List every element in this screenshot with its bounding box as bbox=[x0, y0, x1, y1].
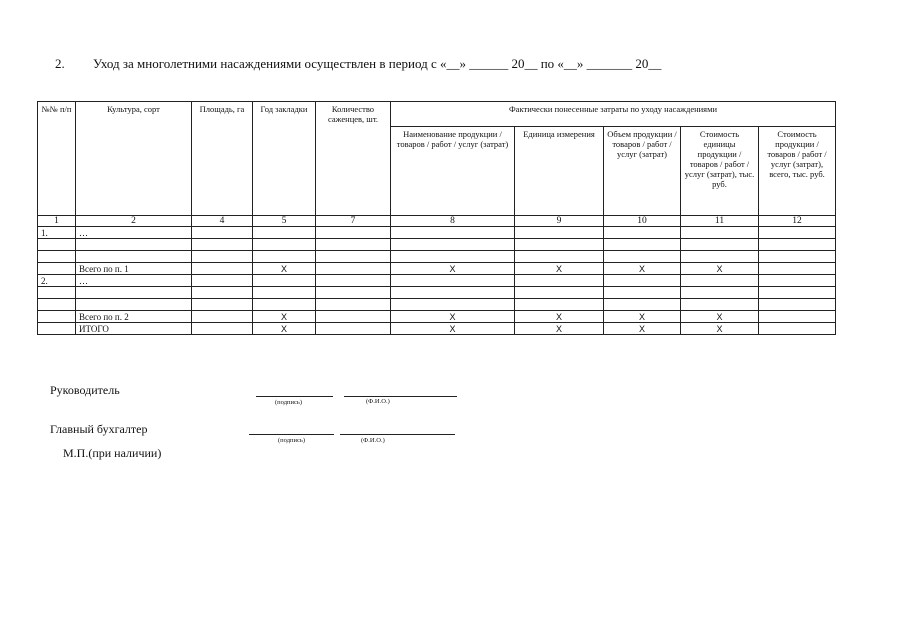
section-number: 2. bbox=[55, 56, 65, 71]
column-number: 10 bbox=[604, 216, 681, 227]
accountant-signature-line bbox=[249, 434, 334, 435]
column-number: 9 bbox=[515, 216, 604, 227]
total-row bbox=[38, 323, 836, 335]
column-numbers-row bbox=[38, 216, 836, 227]
accountant-label: Главный бухгалтер bbox=[50, 422, 148, 436]
cell bbox=[316, 263, 391, 275]
header-product-name: Наименование продукции / товаров / работ / услуг (затрат) bbox=[391, 127, 515, 216]
x-mark: Х bbox=[681, 323, 759, 335]
cell bbox=[316, 299, 391, 311]
x-mark: Х bbox=[515, 263, 604, 275]
cell bbox=[192, 239, 253, 251]
header-number: №№ п/п bbox=[38, 102, 76, 216]
cell bbox=[759, 251, 836, 263]
costs-table bbox=[37, 101, 836, 335]
section-heading bbox=[55, 56, 661, 72]
cell bbox=[192, 263, 253, 275]
header-total-cost: Стоимость продукции / товаров / работ / услуг (затрат), всего, тыс. руб. bbox=[759, 127, 836, 216]
cell bbox=[681, 287, 759, 299]
x-mark: Х bbox=[391, 263, 515, 275]
header-unit: Единица измерения bbox=[515, 127, 604, 216]
x-mark: Х bbox=[391, 311, 515, 323]
column-number: 1 bbox=[38, 216, 76, 227]
cell bbox=[192, 251, 253, 263]
cell bbox=[391, 275, 515, 287]
header-area: Площадь, га bbox=[192, 102, 253, 216]
column-number: 2 bbox=[76, 216, 192, 227]
cell bbox=[253, 275, 316, 287]
cell bbox=[681, 299, 759, 311]
stamp-label: М.П.(при наличии) bbox=[63, 446, 162, 460]
cell bbox=[253, 251, 316, 263]
row-number: 2. bbox=[38, 275, 76, 287]
table-row bbox=[38, 227, 836, 239]
cell bbox=[515, 251, 604, 263]
x-mark: Х bbox=[515, 323, 604, 335]
table-row bbox=[38, 275, 836, 287]
header-crop: Культура, сорт bbox=[76, 102, 192, 216]
cell bbox=[515, 227, 604, 239]
subtotal-row bbox=[38, 263, 836, 275]
cell bbox=[253, 287, 316, 299]
cell bbox=[192, 227, 253, 239]
head-signature-line bbox=[256, 396, 333, 397]
cell bbox=[391, 287, 515, 299]
cell bbox=[316, 227, 391, 239]
cell bbox=[192, 275, 253, 287]
table-row bbox=[38, 299, 836, 311]
cell bbox=[759, 275, 836, 287]
cell bbox=[515, 239, 604, 251]
column-number: 5 bbox=[253, 216, 316, 227]
cell bbox=[515, 299, 604, 311]
cell bbox=[316, 287, 391, 299]
cell bbox=[759, 323, 836, 335]
head-label: Руководитель bbox=[50, 383, 120, 397]
cell bbox=[759, 263, 836, 275]
cell bbox=[604, 287, 681, 299]
x-mark: Х bbox=[604, 311, 681, 323]
head-name-caption: (Ф.И.О.) bbox=[366, 398, 390, 405]
x-mark: Х bbox=[391, 323, 515, 335]
accountant-name-line bbox=[340, 434, 455, 435]
row-crop: … bbox=[76, 275, 192, 287]
row-crop bbox=[76, 251, 192, 263]
row-number bbox=[38, 311, 76, 323]
cell bbox=[391, 251, 515, 263]
cell bbox=[681, 275, 759, 287]
column-number: 4 bbox=[192, 216, 253, 227]
cell bbox=[681, 251, 759, 263]
cell bbox=[604, 275, 681, 287]
row-crop: … bbox=[76, 227, 192, 239]
table-header-row bbox=[38, 102, 836, 127]
x-mark: Х bbox=[681, 263, 759, 275]
x-mark: Х bbox=[253, 323, 316, 335]
cell bbox=[316, 323, 391, 335]
x-mark: Х bbox=[253, 311, 316, 323]
cell bbox=[759, 287, 836, 299]
cell bbox=[759, 311, 836, 323]
column-number: 11 bbox=[681, 216, 759, 227]
cell bbox=[604, 239, 681, 251]
header-costs-group: Фактически понесенные затраты по уходу насаждениями bbox=[391, 102, 836, 127]
cell bbox=[316, 239, 391, 251]
cell bbox=[192, 299, 253, 311]
subtotal-label: Всего по п. 2 bbox=[76, 311, 192, 323]
cell bbox=[681, 227, 759, 239]
x-mark: Х bbox=[681, 311, 759, 323]
cell bbox=[515, 287, 604, 299]
cell bbox=[253, 239, 316, 251]
header-unit-cost: Стоимость единицы продукции / товаров / работ / услуг (затрат), тыс. руб. bbox=[681, 127, 759, 216]
head-name-line bbox=[344, 396, 457, 397]
cell bbox=[316, 275, 391, 287]
accountant-signature-caption: (подпись) bbox=[278, 437, 305, 444]
cell bbox=[759, 227, 836, 239]
row-number bbox=[38, 263, 76, 275]
section-heading-text: Уход за многолетними насаждениями осуществлен в период с «__» ______ 20__ по «__» _______ 20__ bbox=[93, 56, 662, 71]
cell bbox=[192, 323, 253, 335]
cell bbox=[759, 239, 836, 251]
column-number: 12 bbox=[759, 216, 836, 227]
table-row bbox=[38, 251, 836, 263]
cell bbox=[192, 311, 253, 323]
cell bbox=[253, 299, 316, 311]
header-seedlings: Количество саженцев, шт. bbox=[316, 102, 391, 216]
cell bbox=[316, 311, 391, 323]
cell bbox=[391, 299, 515, 311]
cell bbox=[604, 299, 681, 311]
row-number bbox=[38, 323, 76, 335]
cell bbox=[192, 287, 253, 299]
cell bbox=[604, 227, 681, 239]
cell bbox=[391, 227, 515, 239]
x-mark: Х bbox=[515, 311, 604, 323]
column-number: 7 bbox=[316, 216, 391, 227]
cell bbox=[316, 251, 391, 263]
cell bbox=[253, 227, 316, 239]
column-number: 8 bbox=[391, 216, 515, 227]
x-mark: Х bbox=[604, 323, 681, 335]
row-number: 1. bbox=[38, 227, 76, 239]
header-year: Год закладки bbox=[253, 102, 316, 216]
row-number bbox=[38, 287, 76, 299]
row-number bbox=[38, 299, 76, 311]
table-row bbox=[38, 239, 836, 251]
row-number bbox=[38, 239, 76, 251]
x-mark: Х bbox=[604, 263, 681, 275]
subtotal-row bbox=[38, 311, 836, 323]
subtotal-label: Всего по п. 1 bbox=[76, 263, 192, 275]
cell bbox=[681, 239, 759, 251]
table-row bbox=[38, 287, 836, 299]
row-crop bbox=[76, 287, 192, 299]
total-label: ИТОГО bbox=[76, 323, 192, 335]
cell bbox=[759, 299, 836, 311]
x-mark: Х bbox=[253, 263, 316, 275]
row-crop bbox=[76, 239, 192, 251]
header-volume: Объем продукции / товаров / работ / услуг (затрат) bbox=[604, 127, 681, 216]
cell bbox=[391, 239, 515, 251]
accountant-name-caption: (Ф.И.О.) bbox=[361, 437, 385, 444]
row-number bbox=[38, 251, 76, 263]
cell bbox=[515, 275, 604, 287]
cell bbox=[604, 251, 681, 263]
head-signature-caption: (подпись) bbox=[275, 399, 302, 406]
row-crop bbox=[76, 299, 192, 311]
